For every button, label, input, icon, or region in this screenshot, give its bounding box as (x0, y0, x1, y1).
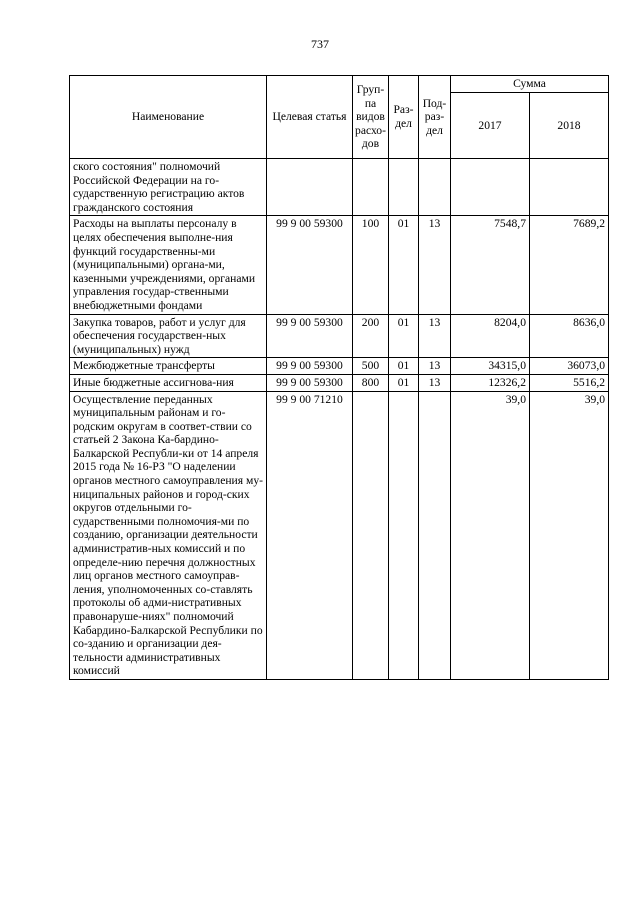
row-expense-group: 800 (353, 374, 389, 391)
header-section: Раз-дел (389, 76, 419, 159)
row-sum-2018: 7689,2 (530, 216, 609, 314)
header-group: Груп-па видов расхо-дов (353, 76, 389, 159)
row-subsection: 13 (419, 358, 451, 375)
row-sum-2017: 39,0 (451, 391, 530, 679)
row-expense-group (353, 159, 389, 216)
row-target-code: 99 9 00 59300 (267, 216, 353, 314)
row-name: Иные бюджетные ассигнова-ния (70, 374, 267, 391)
row-subsection: 13 (419, 314, 451, 358)
row-sum-2018: 36073,0 (530, 358, 609, 375)
row-subsection (419, 159, 451, 216)
row-name: Закупка товаров, работ и услуг для обеспечения государствен-ных (муниципальных) нужд (70, 314, 267, 358)
table-row (70, 159, 609, 216)
header-year-2018: 2018 (530, 92, 609, 158)
row-sum-2017: 8204,0 (451, 314, 530, 358)
row-section (389, 391, 419, 679)
row-expense-group: 100 (353, 216, 389, 314)
row-target-code (267, 159, 353, 216)
row-sum-2017 (451, 159, 530, 216)
row-section: 01 (389, 358, 419, 375)
budget-table (69, 75, 609, 680)
table-row (70, 358, 609, 375)
row-name: ского состояния" полномочий Российской Федерации на го-сударственную регистрацию актов гражданского состояния (70, 159, 267, 216)
row-name: Расходы на выплаты персоналу в целях обеспечения выполне-ния функций государственны-ми (муниципальными) органа-ми, казенными учреждениями, органами управления государ-ственными внебюджетными фондами (70, 216, 267, 314)
row-expense-group: 500 (353, 358, 389, 375)
table-row (70, 391, 609, 679)
row-target-code: 99 9 00 71210 (267, 391, 353, 679)
header-subsection: Под-раз-дел (419, 76, 451, 159)
table-row (70, 314, 609, 358)
row-expense-group: 200 (353, 314, 389, 358)
header-sum: Сумма (451, 76, 609, 93)
row-target-code: 99 9 00 59300 (267, 374, 353, 391)
header-target: Целевая статья (267, 76, 353, 159)
row-sum-2017: 12326,2 (451, 374, 530, 391)
row-name: Межбюджетные трансферты (70, 358, 267, 375)
row-name: Осуществление переданных муниципальным районам и го-родским округам в соответ-ствии со статьей 2 Закона Ка-бардино-Балкарской Республи-ки от 14 апреля 2015 года № 16-РЗ "О наделении органов местного самоуправления му-ниципальных районов и город-ских округов отдельными го-сударственными полномочия-ми по созданию, организации деятельности административ-ных комиссий и по определе-нию перечня должностных лиц органов местного самоуправ-ления, уполномоченных со-ставлять протоколы об адми-нистративных правонаруше-ниях" полномочий Кабардино-Балкарской Республики по со-зданию и организации дея-тельности административных комиссий (70, 391, 267, 679)
row-section (389, 159, 419, 216)
table-row (70, 374, 609, 391)
row-section: 01 (389, 216, 419, 314)
row-sum-2017: 7548,7 (451, 216, 530, 314)
row-target-code: 99 9 00 59300 (267, 314, 353, 358)
header-name: Наименование (70, 76, 267, 159)
row-subsection: 13 (419, 374, 451, 391)
table-row (70, 216, 609, 314)
row-sum-2018: 5516,2 (530, 374, 609, 391)
page-number: 737 (311, 37, 329, 51)
row-sum-2018: 39,0 (530, 391, 609, 679)
row-sum-2018 (530, 159, 609, 216)
row-sum-2018: 8636,0 (530, 314, 609, 358)
header-year-2017: 2017 (451, 92, 530, 158)
row-subsection (419, 391, 451, 679)
row-target-code: 99 9 00 59300 (267, 358, 353, 375)
row-section: 01 (389, 374, 419, 391)
row-expense-group (353, 391, 389, 679)
row-sum-2017: 34315,0 (451, 358, 530, 375)
row-section: 01 (389, 314, 419, 358)
row-subsection: 13 (419, 216, 451, 314)
